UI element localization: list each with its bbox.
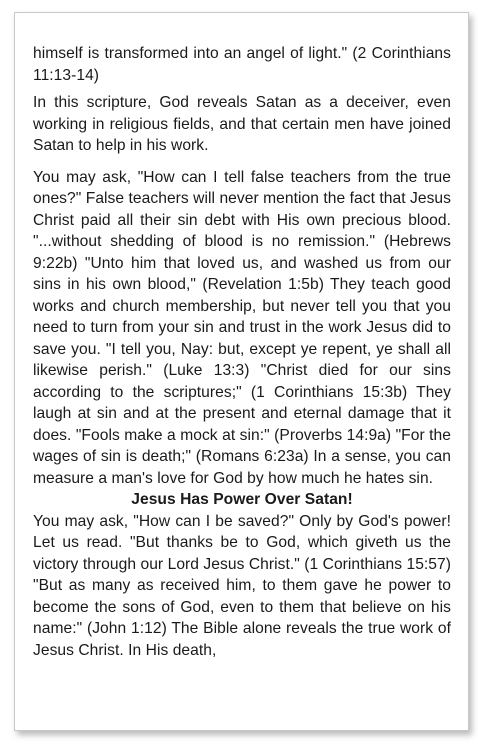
paragraph-how-to-be-saved: You may ask, "How can I be saved?" Only by God's power! Let us read. "But thanks be to God, which giveth us the victory through our Lord Jesus Christ." (1 Corinthians 15:57) "But as many as received him, to them gave he power to become the sons of God, even to them that believe on his name:" (John 1:12) The Bible alone reveals the true work of Jesus Christ. In His death, [33, 512, 451, 659]
paragraph-false-teachers: You may ask, "How can I tell false teachers from the true ones?" False teachers will never mention the fact that Jesus Christ paid all their sin debt with His own precious blood. "...without shedding of blood is no remission." (Hebrews 9:22b) "Unto him that loved us, and washed us from our sins in his own blood," (Revelation 1:5b) They teach good works and church membership, but never tell you that you need to turn from your sin and trust in the work Jesus did to save you. "I tell you, Nay: but, except ye repent, ye shall all likewise perish." (Luke 13:3) "Christ died for our sins according to the scriptures;" (1 Corinthians 15:3b) They laugh at sin and at the present and eternal damage that it does. "Fools make a mock at sin:" (Proverbs 14:9a) "For the wages of sin is death;" (Romans 6:23a) In a sense, you can measure a man's love for God by how much he hates sin. [33, 168, 451, 487]
section-heading: Jesus Has Power Over Satan! [131, 491, 353, 508]
paragraph-continuation: himself is transformed into an angel of light." (2 Corinthians 11:13-14) [33, 45, 451, 84]
paragraph-scripture-explanation: In this scripture, God reveals Satan as a deceiver, even working in religious fields, and that certain men have joined Satan to help in his work. [33, 94, 451, 154]
page-body [33, 43, 451, 661]
document-page [14, 12, 469, 731]
